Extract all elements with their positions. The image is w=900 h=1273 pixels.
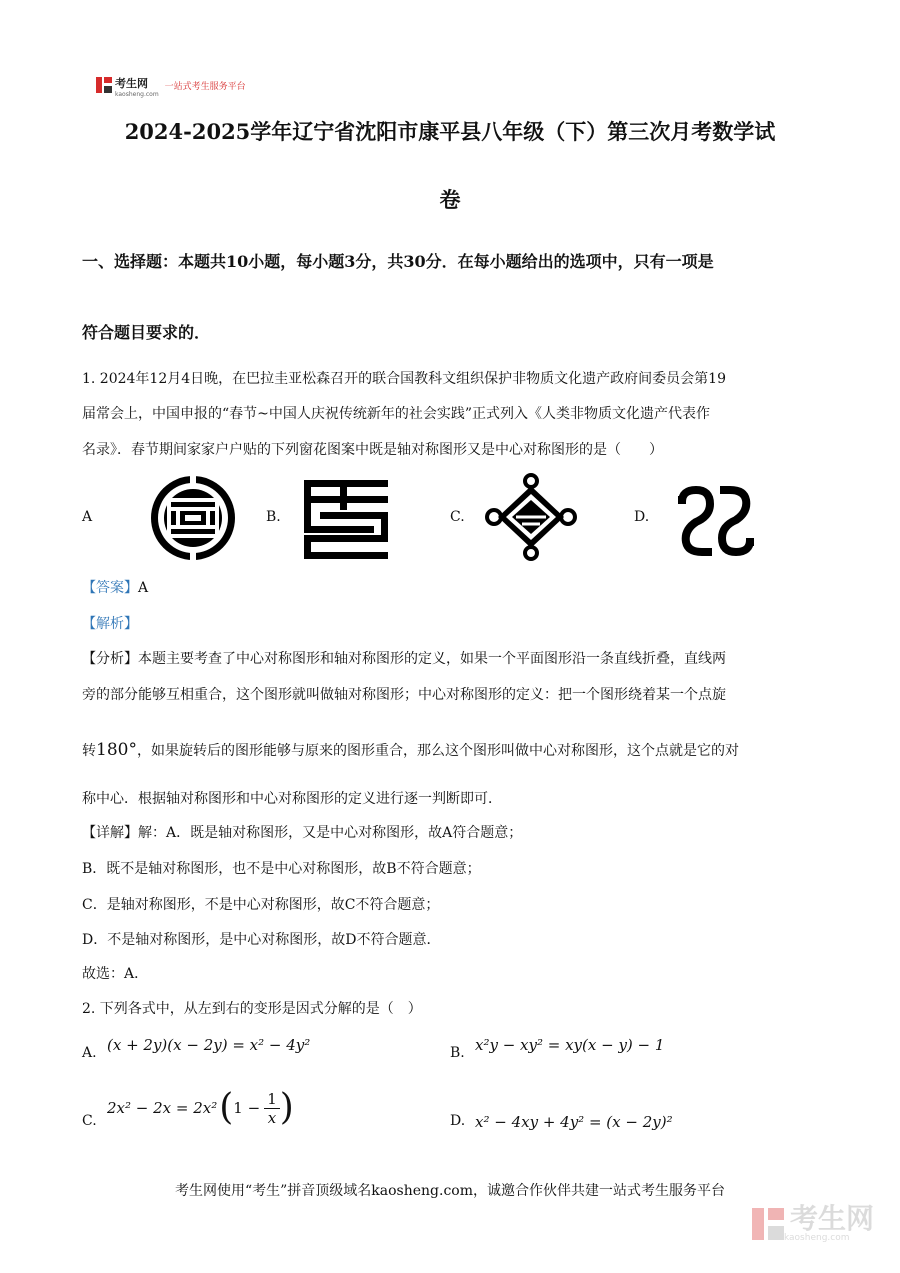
fenxi-line1 <box>82 649 822 669</box>
q1-option-c-label: C. <box>450 509 465 525</box>
detail-line3: C．是轴对称图形，不是中心对称图形，故C不符合题意； <box>82 897 440 913</box>
fenxi-text1: 本题主要考查了中心对称图形和轴对称图形的定义，如果一个平面图形沿一条直线折叠，直线两 <box>138 651 726 667</box>
page-title: 2024-2025学年辽宁省沈阳市康平县八年级（下）第三次月考数学试 <box>124 119 776 144</box>
analysis-tag: 【解析】 <box>82 616 138 632</box>
q1-option-d-figure <box>676 486 756 556</box>
watermark-domain: kaosheng.com <box>783 1233 850 1243</box>
q1-stem-line3: 名录》．春节期间家家户户贴的下列窗花图案中既是轴对称图形又是中心对称图形的是（ ） <box>82 442 663 458</box>
q1-option-a-figure <box>147 474 239 562</box>
fenxi-tag: 【分析】 <box>82 651 138 667</box>
detail-tag: 【详解】 <box>82 825 138 841</box>
c-one: 1 − <box>233 1099 261 1117</box>
q2-stem: 2. 下列各式中，从左到右的变形是因式分解的是（ ） <box>82 1001 422 1017</box>
fenxi-degree: 180° <box>96 740 137 760</box>
q1-stem-line1: 1. 2024年12月4日晚，在巴拉圭亚松森召开的联合国教科文组织保护非物质文化遗产政府间委员会第19 <box>82 371 726 387</box>
logo-icon <box>96 77 112 93</box>
choose-line: 故选：A． <box>82 966 149 982</box>
q1-option-b-label: B. <box>266 509 281 525</box>
site-logo[interactable] <box>96 72 246 98</box>
detail-line1 <box>82 823 822 843</box>
c-frac-den: x <box>267 1108 277 1127</box>
c-left: 2x² − 2x = 2x² <box>107 1099 218 1117</box>
q2-option-b-label: B. <box>450 1045 465 1061</box>
detail-line4: D．不是轴对称图形，是中心对称图形，故D不符合题意． <box>82 932 441 948</box>
fenxi-text3a: 转 <box>82 743 96 759</box>
q2-option-a-expr: (x + 2y)(x − 2y) = x² − 4y² <box>107 1036 311 1054</box>
fenxi-line2: 旁的部分能够互相重合，这个图形就叫做轴对称图形；中心对称图形的定义：把一个图形绕着某一个点旋 <box>82 687 726 703</box>
c-frac-num: 1 <box>264 1090 280 1109</box>
q1-answer <box>82 578 822 598</box>
page-title-cont: 卷 <box>439 187 461 212</box>
c-paren-close: ) <box>279 1087 294 1128</box>
section-heading-cont: 符合题目要求的． <box>82 323 211 342</box>
logo-slogan: 一站式考生服务平台 <box>164 81 246 92</box>
q2-option-d-expr: x² − 4xy + 4y² = (x − 2y)² <box>475 1113 673 1131</box>
q2-option-c-expr <box>107 1088 294 1128</box>
q2-option-b-expr: x²y − xy² = xy(x − y) − 1 <box>475 1036 665 1054</box>
logo-domain: kaosheng.com <box>115 91 159 98</box>
fenxi-line4: 称中心．根据轴对称图形和中心对称图形的定义进行逐一判断即可． <box>82 791 502 807</box>
answer-value: A <box>138 580 149 596</box>
fenxi-line3 <box>82 740 822 761</box>
c-paren-open: ( <box>219 1087 234 1128</box>
q1-stem-line2: 届常会上，中国申报的“春节~中国人庆祝传统新年的社会实践”正式列入《人类非物质文化遗产代表作 <box>82 406 711 422</box>
watermark-name: 考生网 <box>789 1202 874 1235</box>
q2-option-c-label: C. <box>82 1113 97 1129</box>
answer-tag: 【答案】 <box>82 580 138 596</box>
q1-option-d-label: D. <box>634 509 650 525</box>
watermark <box>752 1202 874 1243</box>
logo-name: 考生网 <box>115 77 148 90</box>
watermark-logo-icon <box>752 1208 784 1240</box>
q1-option-a-label: A <box>82 509 93 525</box>
section-heading: 一、选择题：本题共10小题，每小题3分，共30分．在每小题给出的选项中，只有一项是 <box>82 252 714 271</box>
detail-line2: B．既不是轴对称图形，也不是中心对称图形，故B不符合题意； <box>82 861 481 877</box>
detail-text1: 解：A．既是轴对称图形，又是中心对称图形，故A符合题意； <box>138 825 523 841</box>
q1-option-b-figure <box>300 478 390 560</box>
fenxi-text3b: ，如果旋转后的图形能够与原来的图形重合，那么这个图形叫做中心对称图形，这个点就是它的对 <box>136 743 739 759</box>
q2-option-d-label: D. <box>450 1113 466 1129</box>
q1-option-c-figure <box>484 472 578 562</box>
c-fraction <box>264 1090 280 1127</box>
q2-option-a-label: A. <box>82 1045 97 1061</box>
footer-text: 考生网使用“考生”拼音顶级域名kaosheng.com，诚邀合作伙伴共建一站式考生服务平台 <box>174 1183 726 1199</box>
